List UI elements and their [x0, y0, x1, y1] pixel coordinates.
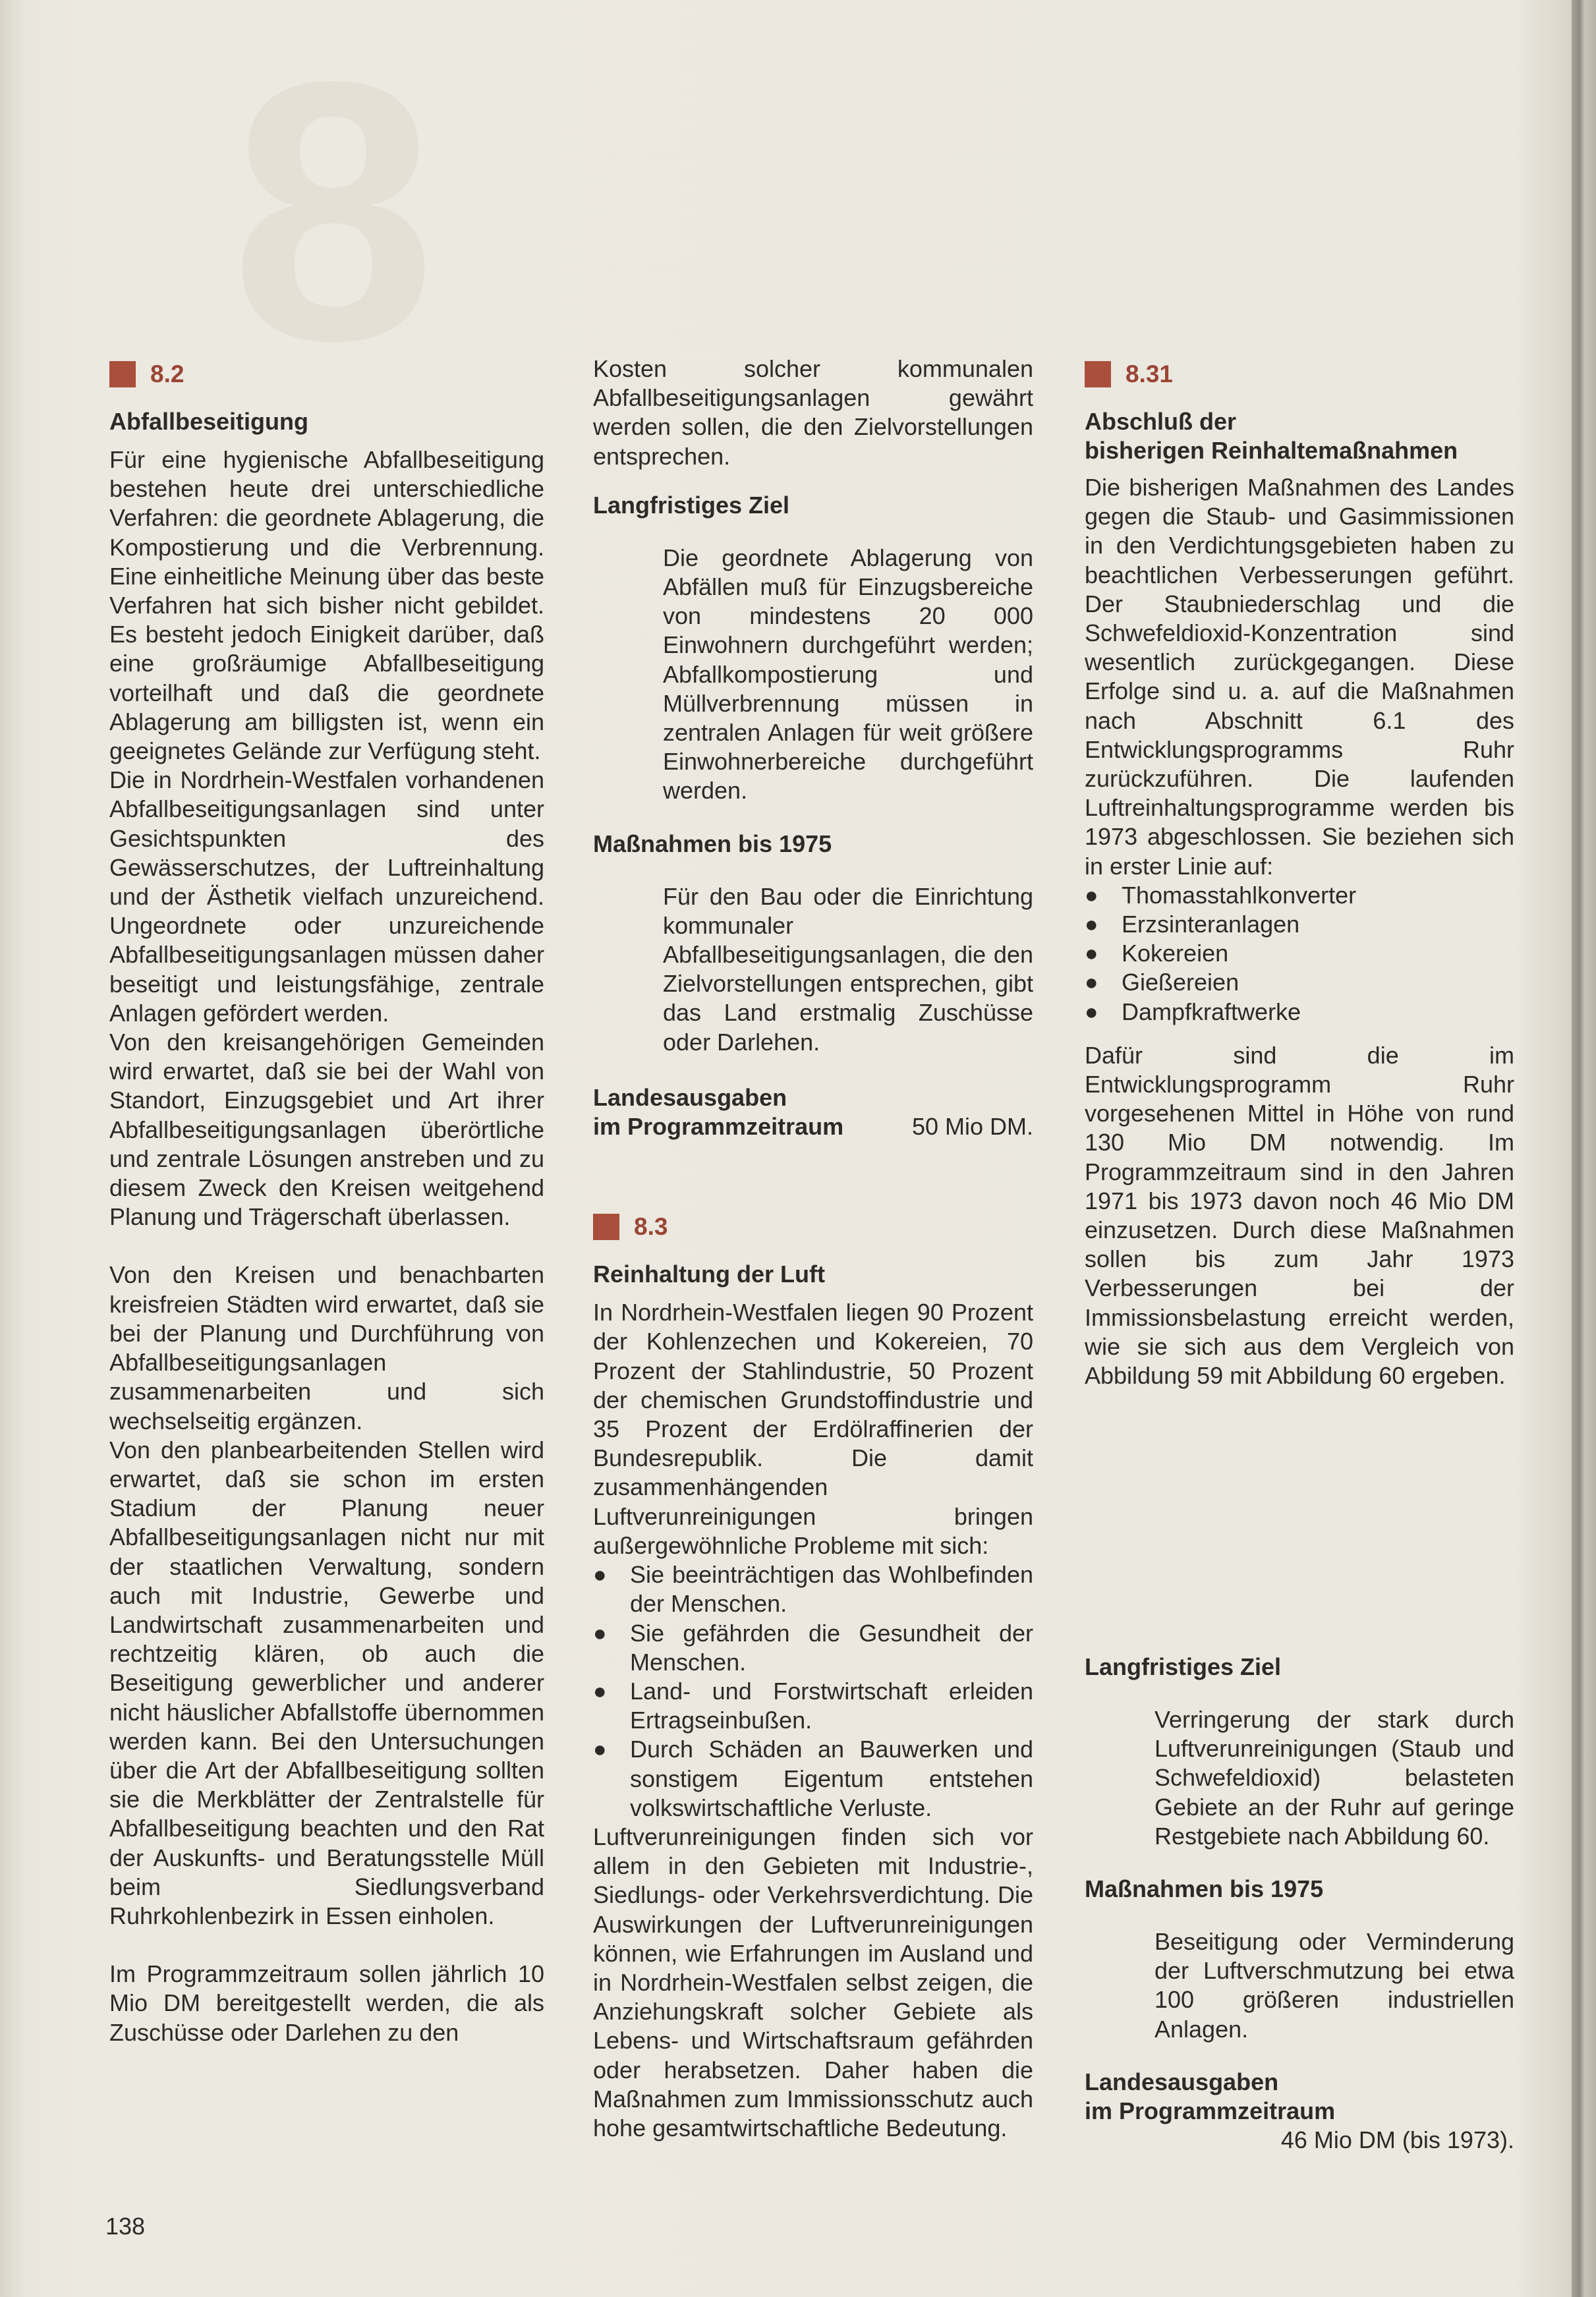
list-item: ● Sie beeinträchtigen das Wohlbefinden der Menschen. — [593, 1560, 1033, 1618]
paragraph: Von den kreisangehörigen Gemeinden wird erwartet, daß sie bei der Wahl von Standort, Einzugsgebiet und Art ihrer Abfallbeseitigungsanlagen überörtliche und zentrale Lösungen anstreben und zu diesem Zweck den Kreisen weitgehend Planung und Trägerschaft überlassen. — [109, 1029, 544, 1231]
section-title-line: Abschluß der — [1085, 408, 1237, 435]
list-item: ● Erzsinteranlagen — [1085, 910, 1514, 939]
book-gutter — [1572, 0, 1596, 2297]
column-left — [109, 354, 544, 2047]
paragraph: Luftverunreinigungen finden sich vor allem in den Gebieten mit Industrie-, Siedlungs- oder Verkehrsverdichtung. Die Auswirkungen der Luftverunreinigungen können, wie Erfahrungen im Ausland und in Nordrhein-Westfalen selbst zeigen, die Anziehungskraft solcher Gebiete als Lebens- und Wirtschaftsraum gefährden oder herabsetzen. Daher haben die Maßnahmen zum Immissionsschutz auch hohe gesamtwirtschaftliche Bedeutung. — [593, 1823, 1033, 2141]
cost-value: 50 Mio DM. — [911, 1113, 1033, 1141]
section-title: Abfallbeseitigung — [109, 408, 309, 435]
section-heading-8-3 — [593, 1207, 1033, 1247]
section-number: 8.2 — [150, 360, 185, 387]
cost-value: 46 Mio DM (bis 1973). — [1280, 2126, 1514, 2154]
section-title — [1085, 407, 1514, 465]
measures-heading: Maßnahmen bis 1975 — [593, 830, 832, 857]
section-number: 8.3 — [634, 1213, 668, 1241]
paragraph: Die bisherigen Maßnahmen des Landes gegen die Staub- und Gasimmissionen in den Verdichtungsgebieten haben zu beachtlichen Verbesserungen geführt. Der Staubniederschlag und die Schwefeldioxid-Konzentration sind wesentlich zurückgegangen. Diese Erfolge sind u. a. auf die Maßnahmen nach Abschnitt 6.1 des Entwicklungsprogramms Ruhr zurückzuführen. Die laufenden Luftreinhaltungsprogramme werden bis 1973 abgeschlossen. Sie beziehen sich in erster Linie auf: — [1085, 474, 1514, 880]
measures-text: Für den Bau oder die Einrichtung kommunaler Abfallbeseitigungsanlagen, die den Zielvorstellungen entsprechen, gibt das Land erstmalig Zuschüsse oder Darlehen. — [663, 882, 1033, 1056]
cost-label: im Programmzeitraum — [1085, 2097, 1336, 2125]
paragraph: Für eine hygienische Abfallbeseitigung bestehen heute drei unterschiedliche Verfahren: die geordnete Ablagerung, die Kompostierung und die Verbrennung. Eine einheitliche Meinung über das beste Verfahren hat sich bisher nicht gebildet. Es besteht jedoch Einigkeit darüber, daß eine großräumige Abfallbeseitigung vorteilhaft und daß die geordnete Ablagerung am billigsten ist, wenn ein geeignetes Gelände zur Verfügung steht. — [109, 446, 544, 765]
paragraph: Von den Kreisen und benachbarten kreisfreien Städten wird erwartet, daß sie bei der Planung und Durchführung von Abfallbeseitigungsanlagen zusammenarbeiten und sich wechselseitig ergänzen. — [109, 1261, 544, 1434]
section-square-icon — [109, 361, 136, 387]
paragraph: Dafür sind die im Entwicklungsprogramm Ruhr vorgesehenen Mittel in Höhe von rund 130 Mio DM notwendig. Im Programmzeitraum sind in den Jahren 1971 bis 1973 davon noch 46 Mio DM einzusetzen. Durch diese Maßnahmen sollen bis zum Jahr 1973 Verbesserungen bei der Immissionsbelastung erreicht werden, wie sie sich aus dem Vergleich von Abbildung 59 mit Abbildung 60 ergeben. — [1085, 1041, 1514, 1390]
paragraph: In Nordrhein-Westfalen liegen 90 Prozent der Kohlenzechen und Kokereien, 70 Prozent der Stahlindustrie, 50 Prozent der chemischen Grundstoffindustrie und 35 Prozent der Erdölraffinerien der Bundesrepublik. Die damit zusammenhängenden Luftverunreinigungen bringen außergewöhnliche Probleme mit sich: — [593, 1299, 1033, 1559]
long-term-goal-text: Die geordnete Ablagerung von Abfällen muß für Einzugsbereiche von mindestens 20 000 Einwohnern durchgeführt werden; Abfallkompostierung und Müllverbrennung müssen in zentralen Anlagen für weit größere Einwohnerbereiche durchgeführt werden. — [663, 544, 1033, 805]
list-item: ● Thomasstahlkonverter — [1085, 881, 1514, 910]
chapter-number-watermark: 8 — [231, 5, 436, 417]
section-square-icon — [1085, 361, 1111, 387]
section-number: 8.31 — [1126, 360, 1174, 387]
bullet-list — [1085, 881, 1514, 1027]
cost-block — [593, 1083, 1033, 1141]
page-number: 138 — [105, 2213, 146, 2240]
list-item: ● Gießereien — [1085, 968, 1514, 997]
bullet-list — [593, 1560, 1033, 1823]
section-heading-8-2 — [109, 354, 544, 394]
section-heading-8-31 — [1085, 354, 1514, 394]
cost-label: im Programmzeitraum — [593, 1113, 844, 1141]
column-right — [1085, 354, 1514, 2154]
cost-label: Landesausgaben — [1085, 2068, 1279, 2095]
column-middle — [593, 354, 1033, 2143]
list-item: ● Durch Schäden an Bauwerken und sonstigem Eigentum entstehen volkswirtschaftliche Verluste. — [593, 1735, 1033, 1823]
list-item: ● Land- und Forstwirtschaft erleiden Ertragseinbußen. — [593, 1677, 1033, 1735]
paragraph: Kosten solcher kommunalen Abfallbeseitigungsanlagen gewährt werden sollen, die den Zielvorstellungen entsprechen. — [593, 355, 1033, 470]
list-item: ● Sie gefährden die Gesundheit der Menschen. — [593, 1619, 1033, 1677]
measures-text: Beseitigung oder Verminderung der Luftverschmutzung bei etwa 100 größeren industriellen Anlagen. — [1154, 1928, 1514, 2043]
paragraph: Die in Nordrhein-Westfalen vorhandenen Abfallbeseitigungsanlagen sind unter Gesichtspunkten des Gewässerschutzes, der Luftreinhaltung und der Ästhetik vielfach unzureichend. Ungeordnete oder unzureichende Abfallbeseitigungsanlagen müssen daher beseitigt und leistungsfähige, zentrale Anlagen gefördert werden. — [109, 766, 544, 1027]
goals-block — [1085, 1653, 1514, 2155]
section-title: Reinhaltung der Luft — [593, 1261, 825, 1288]
list-item: ● Dampfkraftwerke — [1085, 998, 1514, 1027]
paragraph: Von den planbearbeitenden Stellen wird erwartet, daß sie schon im ersten Stadium der Planung neuer Abfallbeseitigungsanlagen nicht nur mit der staatlichen Verwaltung, sondern auch mit Industrie, Gewerbe und Landwirtschaft zusammenarbeiten und rechtzeitig klären, ob auch die Beseitigung gewerblicher und anderer nicht häuslicher Abfallstoffe übernommen werden kann. Bei den Untersuchungen über die Art der Abfallbeseitigung sollten sie die Merkblätter der Zentralstelle für Abfallbeseitigung beachten und den Rat der Auskunfts- und Beratungsstelle Müll beim Siedlungsverband Ruhrkohlenbezirk in Essen einholen. — [109, 1436, 544, 1929]
long-term-goal-heading: Langfristiges Ziel — [593, 491, 790, 519]
cost-block — [1085, 2068, 1514, 2155]
long-term-goal-text: Verringerung der stark durch Luftverunreinigungen (Staub und Schwefeldioxid) belasteten Gebiete an der Ruhr auf geringe Restgebiete nach Abbildung 60. — [1154, 1706, 1514, 1850]
section-square-icon — [593, 1214, 619, 1240]
paragraph: Im Programmzeitraum sollen jährlich 10 Mio DM bereitgestellt werden, die als Zuschüsse oder Darlehen zu den — [109, 1960, 544, 2046]
list-item: ● Kokereien — [1085, 939, 1514, 968]
cost-label: Landesausgaben — [593, 1083, 787, 1111]
section-title-line: bisherigen Reinhaltemaßnahmen — [1085, 437, 1458, 464]
long-term-goal-heading: Langfristiges Ziel — [1085, 1653, 1282, 1680]
measures-heading: Maßnahmen bis 1975 — [1085, 1875, 1324, 1903]
